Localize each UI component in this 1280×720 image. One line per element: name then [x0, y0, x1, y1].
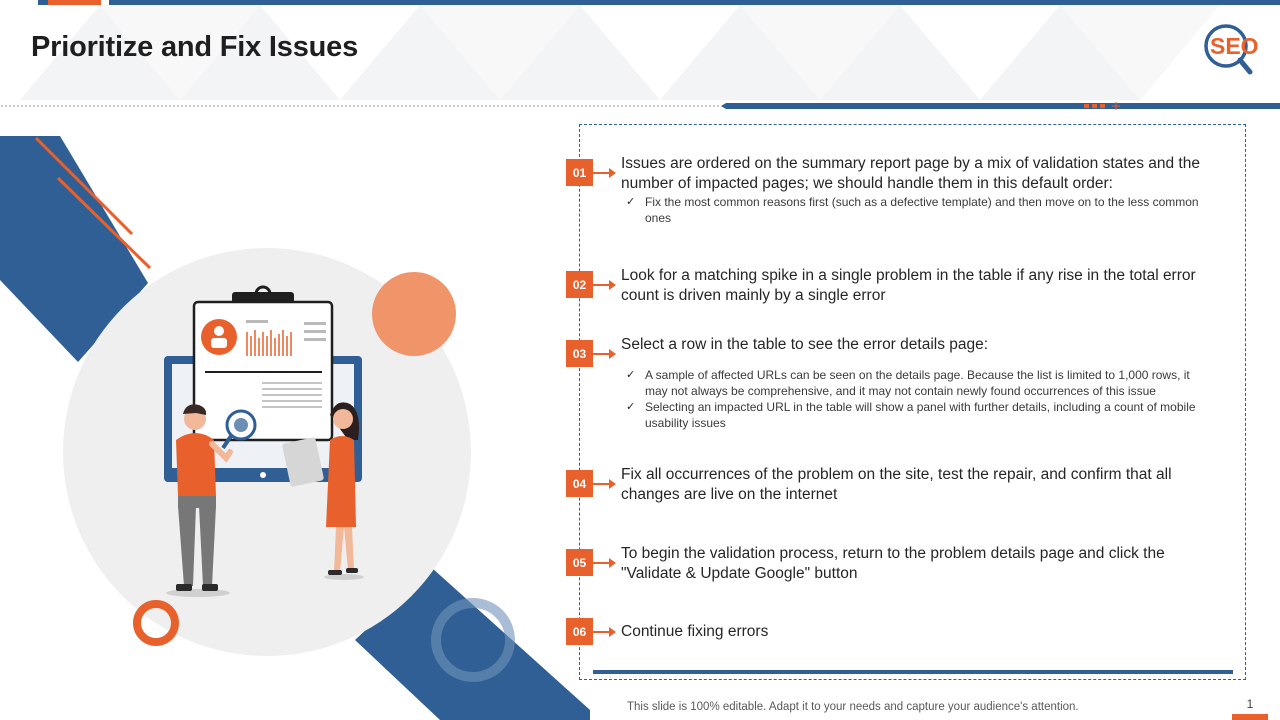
item-number-badge: 05 [566, 549, 593, 576]
arrow-icon [593, 562, 613, 564]
item-text: To begin the validation process, return to the problem details page and click the "Validate & Update Google" button [621, 545, 1165, 582]
seo-logo [1198, 22, 1270, 82]
item-text: Select a row in the table to see the error details page: [621, 336, 989, 353]
bullet-item: ✓ Fix the most common reasons first (such as a defective template) and then move on to the less common ones [626, 195, 1199, 225]
item-number-badge: 04 [566, 470, 593, 497]
arrow-icon [593, 284, 613, 286]
item-text: Look for a matching spike in a single problem in the table if any rise in the total error count is driven mainly by a single error [621, 267, 1196, 304]
arrow-icon [593, 353, 613, 355]
checkmark-icon: ✓ [626, 196, 636, 208]
item-number-badge: 03 [566, 340, 593, 367]
dotted-divider [0, 104, 720, 109]
page-number: 1 [1246, 697, 1254, 711]
illustration [0, 120, 590, 720]
bullet-list [625, 194, 1200, 226]
bullet-item: ✓ Selecting an impacted URL in the table will show a panel with further details, including a count of mobile usability issues [626, 400, 1196, 430]
item-number-badge: 02 [566, 271, 593, 298]
checkmark-icon: ✓ [626, 369, 636, 381]
orange-circle [372, 272, 456, 356]
panel-bottom-bar [593, 670, 1233, 674]
item-text: Continue fixing errors [621, 623, 769, 640]
bullet-item: ✓ A sample of affected URLs can be seen on the details page. Because the list is limited to 1,000 rows, it may not always be comprehensive, and it may not contain newly found occurrences of this issue [626, 368, 1190, 398]
checkmark-icon: ✓ [626, 401, 636, 413]
header-rule [720, 101, 1280, 111]
top-orange-accent [48, 0, 101, 5]
page-title: Prioritize and Fix Issues [31, 31, 358, 63]
footer-note: This slide is 100% editable. Adapt it to your needs and capture your audience's attention. [627, 701, 1079, 713]
arrow-icon [593, 631, 613, 633]
bullet-list [625, 367, 1200, 431]
seo-logo-text: SEO [1210, 33, 1259, 59]
arrow-icon [593, 172, 613, 174]
arrow-icon [593, 483, 613, 485]
top-accent-bar [0, 0, 1280, 5]
item-text: Issues are ordered on the summary report page by a mix of validation states and the number of impacted pages; we should handle them in this default order: [621, 155, 1200, 192]
item-text: Fix all occurrences of the problem on the site, test the repair, and confirm that all changes are live on the internet [621, 466, 1172, 503]
item-number-badge: 01 [566, 159, 593, 186]
item-number-badge: 06 [566, 618, 593, 645]
page-number-bar [1232, 714, 1268, 720]
